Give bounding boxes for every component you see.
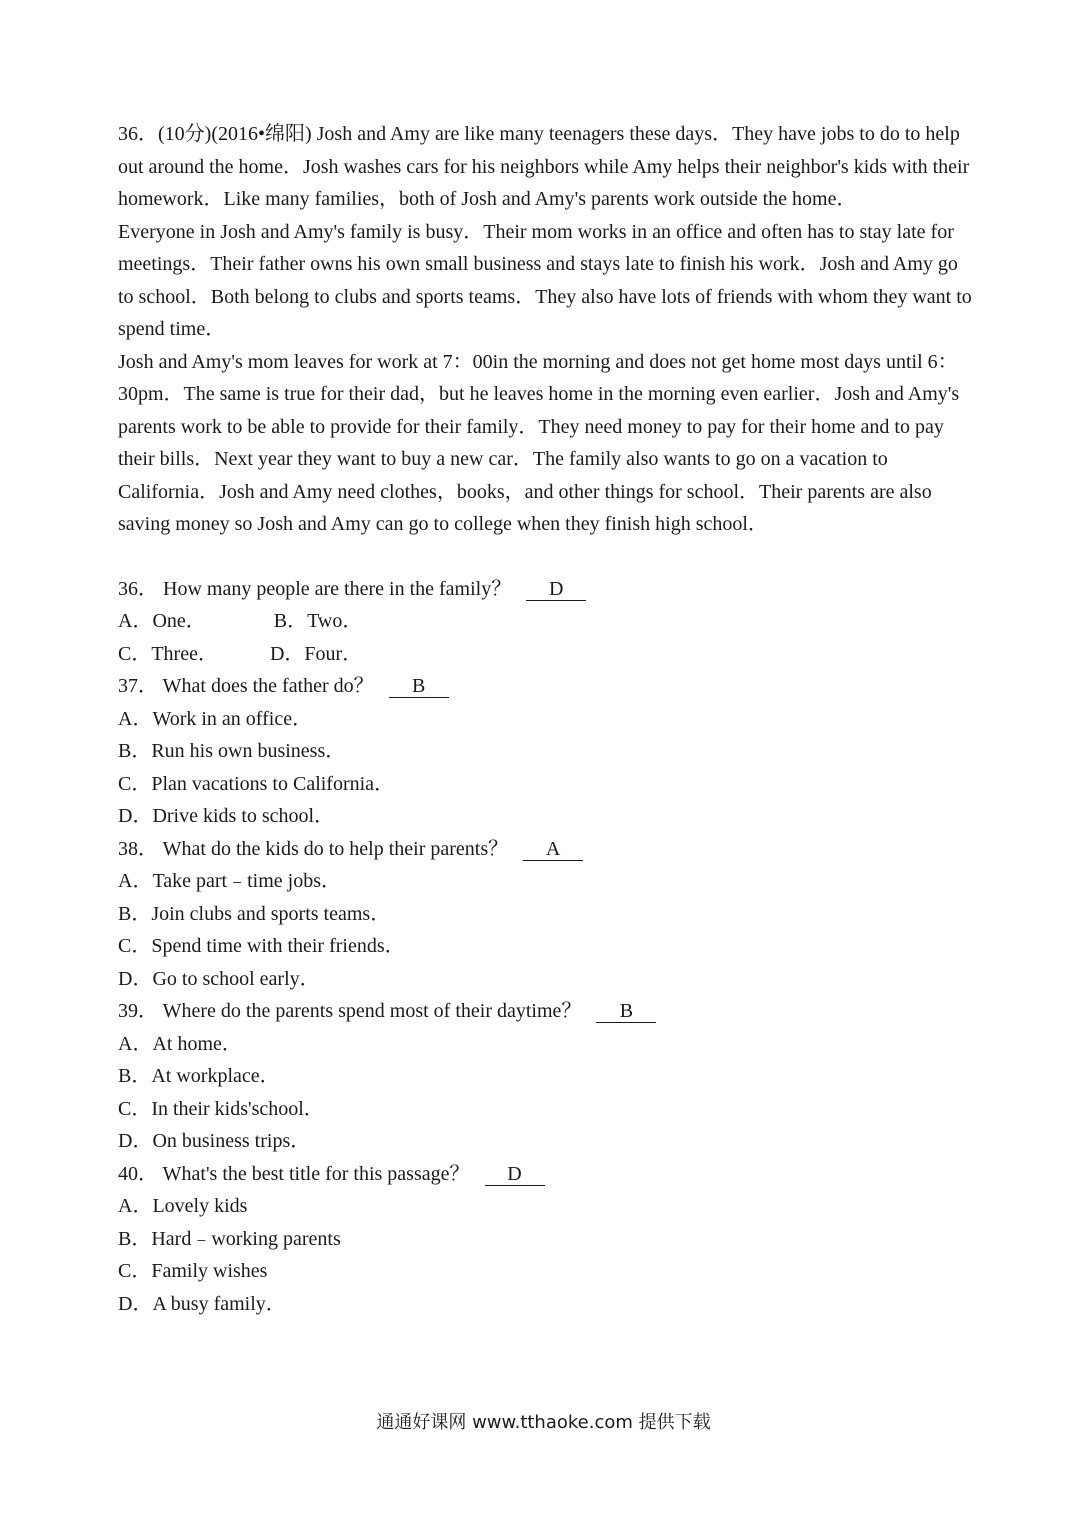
option-b: B．Two． [273, 610, 363, 632]
option-a: A．Take part﹣time jobs． [118, 870, 341, 892]
option-d: D．Go to school early． [118, 967, 320, 990]
option-c: C．Three． [118, 642, 218, 665]
option-d: D．A busy family． [118, 1292, 286, 1315]
question-number: 36． [118, 577, 158, 600]
question-number: 40． [118, 1162, 158, 1185]
options-row [118, 605, 978, 638]
question-line [118, 1158, 978, 1191]
document-page [118, 118, 978, 1320]
passage-paragraph-3: Josh and Amy's mom leaves for work at 7：00in the morning and does not get home most days until 6：30pm．The same is true for their dad，but he leaves home in the morning even earlier．Josh and Amy's parents work to be able to provide for their family．They need money to pay for their home and to pay their bills．Next year they want to buy a new car．The family also wants to go on a vacation to California．Josh and Amy need clothes，books，and other things for school．Their parents are also saving money so Josh and Amy can go to college when they finish high school． [118, 350, 960, 535]
question-number: 39． [118, 1000, 158, 1022]
question-number: 37． [118, 675, 158, 697]
question-40 [118, 1158, 978, 1321]
option-b: B．At workplace． [118, 1065, 280, 1087]
question-line [118, 670, 978, 703]
question-38 [118, 833, 978, 996]
option-a: A．At home． [118, 1032, 242, 1055]
option-c: C．Family wishes [118, 1260, 268, 1282]
passage-paragraph-1: 36．(10分)(2016•绵阳) Josh and Amy are like many teenagers these days．They have jobs to do to help out around the home．Josh washes cars for his neighbors while Amy helps their neighbor's kids with their homework．Like many families，both of Josh and Amy's parents work outside the home． [118, 123, 970, 210]
section-gap [118, 541, 978, 573]
answer-blank: B [389, 675, 449, 698]
passage-paragraph-2: Everyone in Josh and Amy's family is busy．Their mom works in an office and often has to stay late for meetings．Their father owns his own small business and stays late to finish his work．Josh and Amy go to school．Both belong to clubs and sports teams．They also have lots of friends with whom they want to spend time． [118, 220, 972, 340]
answer-blank: D [526, 578, 586, 601]
question-text: What do the kids do to help their parents？ [162, 837, 509, 860]
option-c: C．In their kids'school． [118, 1097, 324, 1120]
question-text: How many people are there in the family？ [163, 577, 512, 600]
question-37 [118, 670, 978, 833]
question-line [118, 995, 978, 1028]
option-b: B．Hard﹣working parents [118, 1227, 341, 1250]
answer-blank: B [596, 1000, 656, 1023]
option-d: D．Drive kids to school． [118, 805, 335, 827]
option-c: C．Spend time with their friends． [118, 935, 405, 957]
answer-blank: A [523, 838, 583, 861]
option-b: B．Join clubs and sports teams． [118, 902, 391, 925]
option-b: B．Run his own business． [118, 740, 346, 762]
question-text: What does the father do？ [162, 675, 374, 697]
question-39 [118, 995, 978, 1158]
question-number: 38． [118, 837, 158, 860]
question-text: What's the best title for this passage？ [162, 1162, 470, 1185]
question-line [118, 833, 978, 866]
options-row [118, 638, 978, 671]
question-36 [118, 573, 978, 671]
option-d: D．On business trips． [118, 1130, 311, 1152]
question-text: Where do the parents spend most of their daytime？ [162, 1000, 582, 1022]
option-d: D．Four． [269, 642, 363, 665]
page-footer: 通通好课网 www.tthaoke.com 提供下载 [376, 1412, 711, 1433]
option-c: C．Plan vacations to California． [118, 772, 395, 795]
option-a: A．Work in an office． [118, 707, 313, 730]
option-a: A．Lovely kids [118, 1195, 248, 1217]
answer-blank: D [485, 1163, 545, 1186]
option-a: A．One． [118, 610, 206, 632]
question-line [118, 573, 978, 606]
